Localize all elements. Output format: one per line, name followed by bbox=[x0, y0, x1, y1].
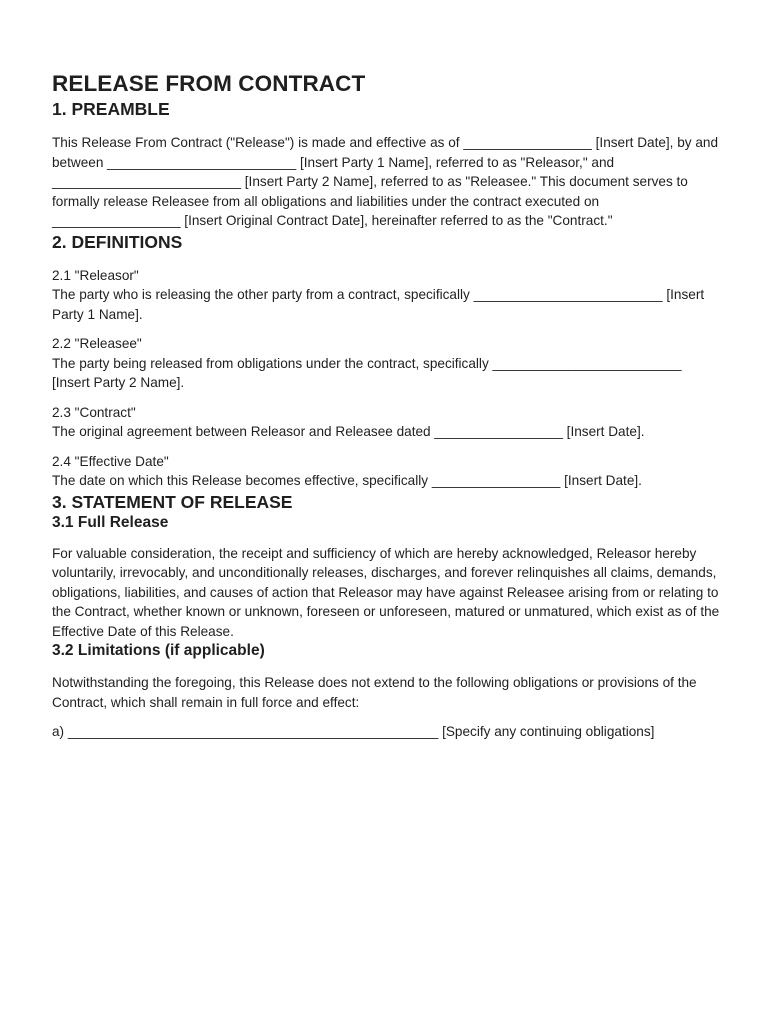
statement-of-release-section bbox=[52, 491, 720, 742]
full-release-paragraph: For valuable consideration, the receipt and sufficiency of which are hereby acknowledged, Releasor hereby voluntarily, irrevocably, and unconditionally releases, discharges, and forever relinquishes all claims, demands, obligations, liabilities, and causes of action that Releasor may have against Releasee arising from or relating to the Contract, whether known or unknown, foreseen or unforeseen, matured or unmatured, which exist as of the Effective Date of this Release. bbox=[52, 545, 720, 639]
definition-term: 2.4 "Effective Date" bbox=[52, 453, 169, 469]
preamble-paragraph: This Release From Contract ("Release") is made and effective as of _________________ [Insert Date], by and between _________________________ [Insert Party 1 Name], referred to as "Releasor," and _________________________ [Insert Party 2 Name], referred to as "Releasee." This document serves to formally release Releasee from all obligations and liabilities under the contract executed on _________________ [Insert Original Contract Date], hereinafter referred to as the "Contract." bbox=[52, 135, 719, 228]
statement-heading: 3. STATEMENT OF RELEASE bbox=[52, 491, 293, 512]
definition-text: The party who is releasing the other party from a contract, specifically _________________________ [Insert Party 1 Name]. bbox=[52, 287, 705, 322]
definition-text: The party being released from obligations under the contract, specifically _________________________ [Insert Party 2 Name]. bbox=[52, 355, 682, 390]
preamble-heading: 1. PREAMBLE bbox=[52, 99, 170, 119]
full-release-heading: 3.1 Full Release bbox=[52, 513, 169, 531]
definition-term: 2.1 "Releasor" bbox=[52, 267, 139, 283]
definition-text: The original agreement between Releasor and Releasee dated _________________ [Insert Date]. bbox=[52, 424, 645, 439]
limitations-paragraph: Notwithstanding the foregoing, this Release does not extend to the following obligations or provisions of the Contract, which shall remain in full force and effect: bbox=[52, 675, 697, 710]
document-title: RELEASE FROM CONTRACT bbox=[52, 71, 366, 96]
definition-contract bbox=[52, 403, 720, 442]
definition-effective-date bbox=[52, 452, 720, 491]
definition-term: 2.3 "Contract" bbox=[52, 404, 136, 420]
limitations-heading: 3.2 Limitations (if applicable) bbox=[52, 642, 265, 659]
limitations-item-a: a) _________________________________________________ [Specify any continuing obligations] bbox=[52, 724, 655, 739]
definitions-section bbox=[52, 231, 720, 491]
definition-term: 2.2 "Releasee" bbox=[52, 336, 142, 351]
definition-releasee bbox=[52, 334, 720, 393]
preamble-section bbox=[52, 98, 720, 231]
definition-text: The date on which this Release becomes effective, specifically _________________ [Insert Date]. bbox=[52, 473, 642, 488]
definition-releasor bbox=[52, 266, 720, 325]
definitions-heading: 2. DEFINITIONS bbox=[52, 231, 183, 252]
